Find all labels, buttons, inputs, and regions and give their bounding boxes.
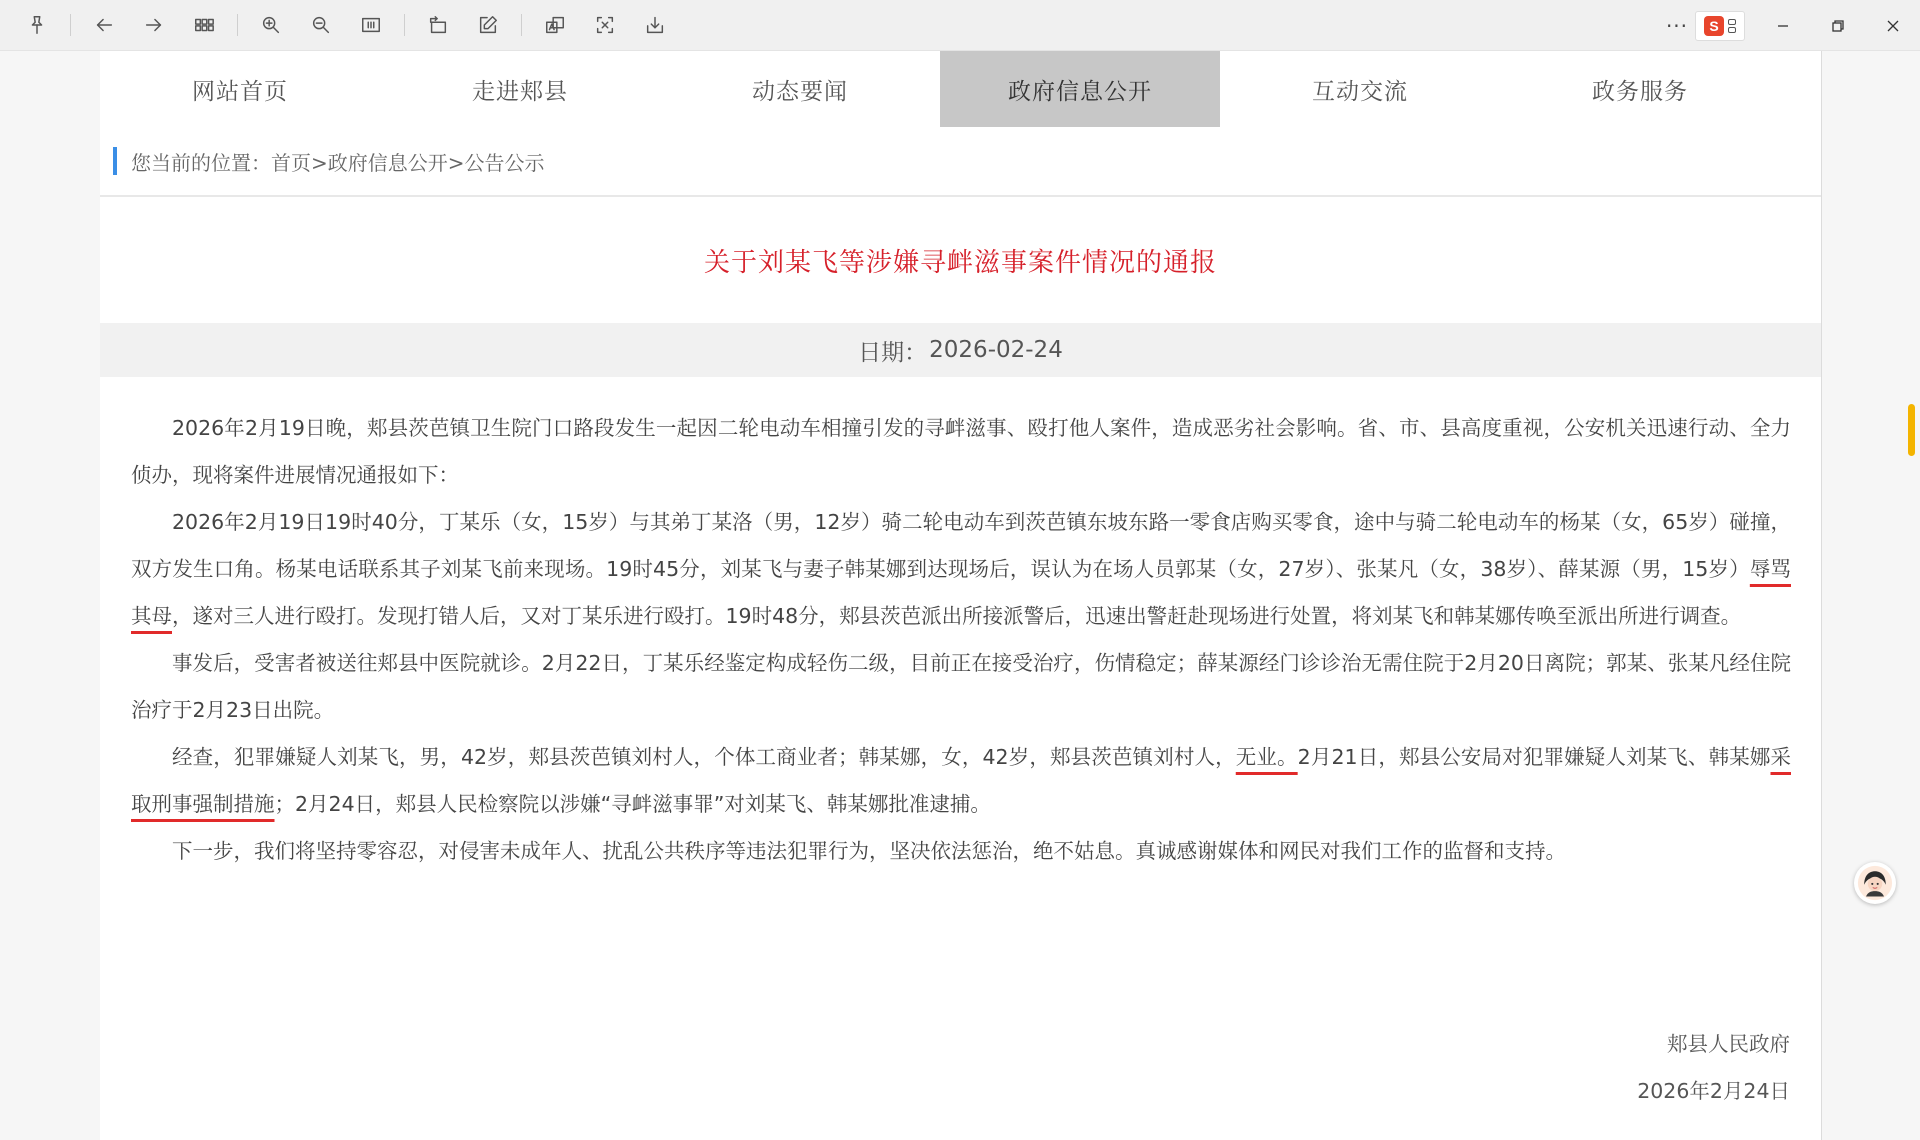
assistant-avatar-icon[interactable] [1854, 862, 1896, 904]
grid-view-icon[interactable] [187, 8, 221, 42]
translate-icon[interactable] [538, 8, 572, 42]
article-title: 关于刘某飞等涉嫌寻衅滋事案件情况的通报 [703, 247, 1217, 278]
toolbar-divider [70, 14, 71, 36]
breadcrumb-gov-info[interactable]: 政府信息公开 [327, 150, 448, 175]
toolbar-right [1659, 0, 1920, 51]
viewer-toolbar [0, 0, 1920, 51]
export-icon[interactable] [638, 8, 672, 42]
article-body [100, 377, 1821, 875]
paragraph-2-part-b: ，遂对三人进行殴打。发现打错人后，又对丁某乐进行殴打。19时48分，郏县茨芭派出所接派警后，迅速出警赶赴现场进行处置，将刘某飞和韩某娜传唤至派出所进行调查。 [172, 604, 1742, 628]
highlight-coercive-measures: 采取刑事强制措施 [131, 745, 1791, 816]
highlight-unemployed: 无业。 [1235, 745, 1298, 769]
web-page [100, 51, 1822, 1140]
nav-item-interaction[interactable]: 互动交流 [1312, 78, 1408, 105]
nav-item-gov-services[interactable]: 政务服务 [1592, 78, 1688, 105]
signer: 郏县人民政府 [1667, 1032, 1790, 1056]
zoom-out-icon[interactable] [304, 8, 338, 42]
toolbar-divider [237, 14, 238, 36]
breadcrumb-home[interactable]: 首页 [271, 150, 311, 175]
sogou-ime-icon: S [1704, 16, 1724, 36]
crop-icon[interactable] [588, 8, 622, 42]
nav-item-news[interactable]: 动态要闻 [752, 78, 848, 105]
scrollbar-thumb[interactable] [1908, 404, 1915, 456]
toolbar-divider [404, 14, 405, 36]
breadcrumb-separator: > [311, 150, 328, 175]
forward-arrow-icon[interactable] [137, 8, 171, 42]
pin-icon[interactable] [20, 8, 54, 42]
breadcrumb-text [131, 147, 545, 176]
rotate-icon[interactable] [421, 8, 455, 42]
nav-item-gov-info[interactable]: 政府信息公开 [940, 51, 1220, 127]
fit-width-icon[interactable] [354, 8, 388, 42]
ime-status-icon [1728, 19, 1736, 33]
article-date [100, 323, 1821, 377]
main-nav [100, 51, 1821, 127]
toolbar-divider [521, 14, 522, 36]
paragraph-1: 2026年2月19日晚，郏县茨芭镇卫生院门口路段发生一起因二轮电动车相撞引发的寻衅滋事、殴打他人案件，造成恶劣社会影响。省、市、县高度重视，公安机关迅速行动、全力侦办，现将案件进展情况通报如下： [131, 416, 1791, 487]
paragraph-2 [131, 499, 1791, 640]
back-arrow-icon[interactable] [87, 8, 121, 42]
paragraph-5: 下一步，我们将坚持零容忍，对侵害未成年人、扰乱公共秩序等违法犯罪行为，坚决依法惩治，绝不姑息。真诚感谢媒体和网民对我们工作的监督和支持。 [172, 839, 1566, 863]
paragraph-4-part-a: 经查，犯罪嫌疑人刘某飞，男，42岁，郏县茨芭镇刘村人，个体工商业者；韩某娜，女，42岁，郏县茨芭镇刘村人， [172, 745, 1236, 769]
paragraph-4 [131, 734, 1791, 828]
ime-indicator[interactable] [1695, 11, 1745, 41]
edit-icon[interactable] [471, 8, 505, 42]
breadcrumb-separator: > [447, 150, 465, 175]
zoom-in-icon[interactable] [254, 8, 288, 42]
paragraph-4-part-c: ；2月24日，郏县人民检察院以涉嫌“寻衅滋事罪”对刘某飞、韩某娜批准逮捕。 [274, 792, 991, 816]
paragraph-3: 事发后，受害者被送往郏县中医院就诊。2月22日，丁某乐经鉴定构成轻伤二级，目前正在接受治疗，伤情稳定；薛某源经门诊诊治无需住院于2月20日离院；郭某、张某凡经住院治疗于2月23日出院。 [131, 651, 1791, 722]
signature-block [1637, 1021, 1790, 1115]
sign-date: 2026年2月24日 [1637, 1079, 1790, 1103]
breadcrumb-prefix: 您当前的位置： [131, 150, 271, 175]
date-value: 2026-02-24 [929, 337, 1063, 363]
paragraph-2-part-a: 2026年2月19日19时40分，丁某乐（女，15岁）与其弟丁某洛（男，12岁）骑二轮电动车到茨芭镇东坡东路一零食店购买零食，途中与骑二轮电动车的杨某（女，65岁）碰撞，双方发生口角。杨某电话联系其子刘某飞前来现场。19时45分，刘某飞与妻子韩某娜到达现场后，误认为在场人员郭某（女，27岁）、张某凡（女，38岁）、薛某源（男，15岁） [131, 510, 1791, 581]
date-label: 日期： [858, 339, 928, 366]
article-header [100, 197, 1821, 323]
nav-item-about-county[interactable]: 走进郏县 [472, 78, 568, 105]
more-icon[interactable]: ··· [1665, 13, 1689, 38]
breadcrumb-accent [113, 147, 117, 175]
nav-item-home[interactable]: 网站首页 [192, 78, 288, 105]
minimize-button[interactable] [1755, 0, 1810, 51]
breadcrumb [100, 127, 1821, 197]
close-button[interactable] [1865, 0, 1920, 51]
restore-button[interactable] [1810, 0, 1865, 51]
paragraph-4-part-b: 2月21日，郏县公安局对犯罪嫌疑人刘某飞、韩某娜 [1297, 745, 1771, 769]
highlight-insult: 辱骂其母 [131, 557, 1791, 628]
breadcrumb-notices[interactable]: 公告公示 [464, 150, 545, 175]
